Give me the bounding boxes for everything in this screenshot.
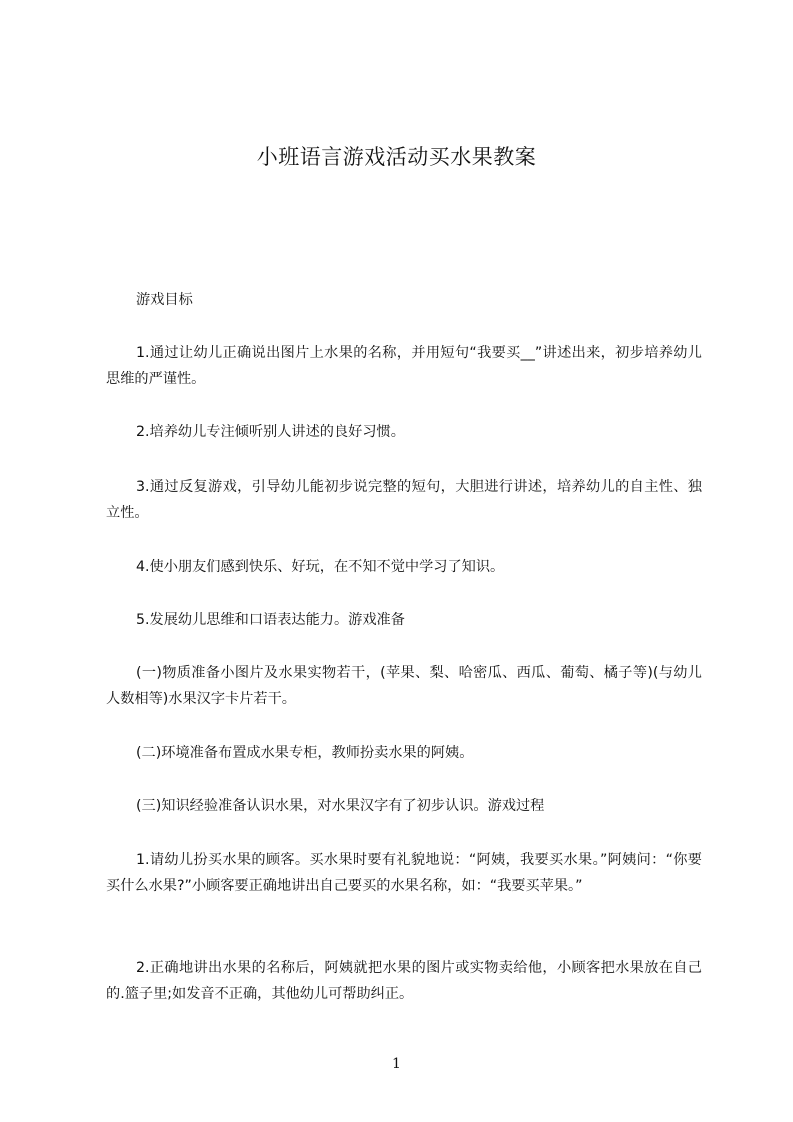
paragraph-goal-4: 4.使小朋友们感到快乐、好玩，在不知不觉中学习了知识。 bbox=[136, 559, 505, 575]
paragraph-prep-material: (一)物质准备小图片及水果实物若干，(苹果、梨、哈密瓜、西瓜、葡萄、橘子等)(与幼儿人数相等)水果汉字卡片若干。 bbox=[106, 665, 702, 707]
paragraph-prep-knowledge: (三)知识经验准备认识水果，对水果汉字有了初步认识。游戏过程 bbox=[136, 798, 545, 814]
paragraph-goal-2: 2.培养幼儿专注倾听别人讲述的良好习惯。 bbox=[136, 424, 405, 440]
paragraph-process-1: 1.请幼儿扮买水果的顾客。买水果时要有礼貌地说：“阿姨，我要买水果。”阿姨问：“你要买什么水果?”小顾客要正确地讲出自己要买的水果名称，如：“我要买苹果。” bbox=[106, 852, 702, 894]
paragraph-goal-3: 3.通过反复游戏，引导幼儿能初步说完整的短句，大胆进行讲述，培养幼儿的自主性、独立性。 bbox=[106, 479, 702, 521]
paragraph-goal-5: 5.发展幼儿思维和口语表达能力。游戏准备 bbox=[136, 612, 405, 628]
section-heading-goals: 游戏目标 bbox=[136, 292, 193, 308]
page-number: 1 bbox=[392, 1056, 401, 1072]
document-title: 小班语言游戏活动买水果教案 bbox=[256, 145, 537, 169]
paragraph-goal-1: 1.通过让幼儿正确说出图片上水果的名称，并用短句“我要买__”讲述出来，初步培养幼儿思维的严谨性。 bbox=[106, 345, 702, 387]
paragraph-process-2: 2.正确地讲出水果的名称后，阿姨就把水果的图片或实物卖给他，小顾客把水果放在自己的.篮子里;如发音不正确，其他幼儿可帮助纠正。 bbox=[106, 960, 702, 1002]
paragraph-prep-environment: (二)环境准备布置成水果专柜，教师扮卖水果的阿姨。 bbox=[136, 745, 474, 761]
